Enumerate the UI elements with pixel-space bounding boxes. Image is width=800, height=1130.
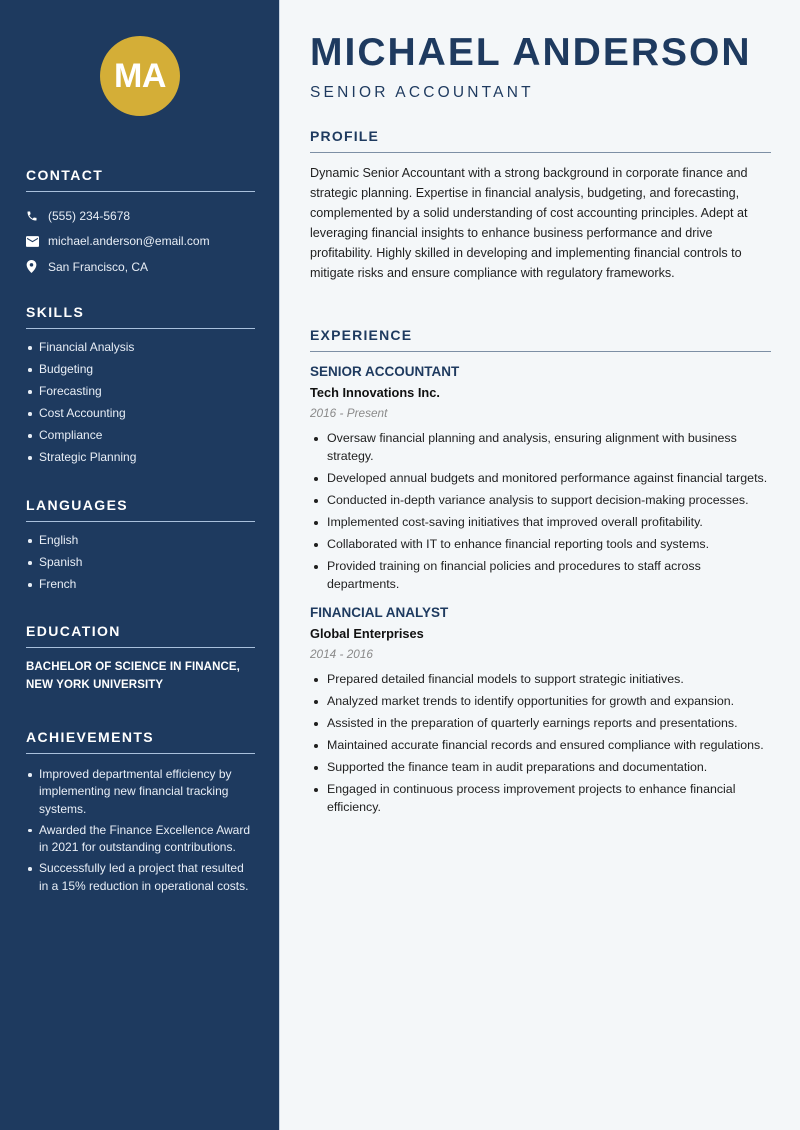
- job-bullet: Maintained accurate financial records and ensured compliance with regulations.: [310, 736, 771, 754]
- achievement-item: Successfully led a project that resulted in a 15% reduction in operational costs.: [26, 860, 255, 895]
- skill-item: Strategic Planning: [26, 450, 255, 465]
- email-icon: [26, 236, 48, 247]
- job-bullet: Analyzed market trends to identify opportunities for growth and expansion.: [310, 692, 771, 710]
- job-bullet: Prepared detailed financial models to support strategic initiatives.: [310, 670, 771, 688]
- profile-heading: PROFILE: [310, 128, 771, 153]
- location-text: San Francisco, CA: [48, 259, 149, 274]
- avatar-initials: MA: [114, 56, 166, 95]
- phone-text[interactable]: (555) 234-5678: [48, 208, 131, 223]
- language-item: French: [26, 577, 255, 592]
- job-bullet: Supported the finance team in audit preparations and documentation.: [310, 758, 771, 776]
- job-title: FINANCIAL ANALYST: [310, 605, 449, 620]
- job-entry: [310, 364, 771, 593]
- skill-item: Forecasting: [26, 384, 255, 399]
- skill-item: Financial Analysis: [26, 340, 255, 355]
- candidate-name: MICHAEL ANDERSON: [310, 31, 752, 74]
- skills-section: [26, 304, 255, 472]
- profile-section: [310, 128, 771, 284]
- languages-list: [26, 533, 255, 592]
- experience-heading: EXPERIENCE: [310, 327, 771, 352]
- job-bullet: Provided training on financial policies and procedures to staff across departments.: [310, 557, 771, 593]
- skills-list: [26, 340, 255, 465]
- job-bullet: Oversaw financial planning and analysis, ensuring alignment with business strategy.: [310, 429, 771, 465]
- job-bullet: Collaborated with IT to enhance financial reporting tools and systems.: [310, 535, 771, 553]
- skill-item: Compliance: [26, 428, 255, 443]
- languages-heading: LANGUAGES: [26, 497, 255, 522]
- contact-heading: CONTACT: [26, 167, 255, 192]
- contact-section: [26, 167, 255, 280]
- skill-item: Cost Accounting: [26, 406, 255, 421]
- achievements-section: [26, 729, 255, 899]
- job-title: SENIOR ACCOUNTANT: [310, 364, 460, 379]
- achievements-list: [26, 766, 255, 895]
- job-company: Tech Innovations Inc.: [310, 385, 440, 400]
- education-heading: EDUCATION: [26, 623, 255, 648]
- job-entry: [310, 605, 771, 816]
- languages-section: [26, 497, 255, 599]
- sidebar: [0, 0, 280, 1130]
- skill-item: Budgeting: [26, 362, 255, 377]
- skills-heading: SKILLS: [26, 304, 255, 329]
- achievements-heading: ACHIEVEMENTS: [26, 729, 255, 754]
- job-dates: 2014 - 2016: [310, 647, 373, 661]
- education-section: [26, 623, 255, 694]
- education-degree: [26, 659, 255, 694]
- job-bullets: [310, 429, 771, 593]
- job-bullet: Assisted in the preparation of quarterly earnings reports and presentations.: [310, 714, 771, 732]
- location-pin-icon: [26, 260, 48, 273]
- job-bullets: [310, 670, 771, 816]
- job-bullet: Conducted in-depth variance analysis to support decision-making processes.: [310, 491, 771, 509]
- degree-line-1: BACHELOR OF SCIENCE IN FINANCE,: [26, 661, 240, 673]
- avatar: [100, 36, 180, 116]
- candidate-title: SENIOR ACCOUNTANT: [310, 84, 534, 101]
- phone-icon: [26, 210, 48, 222]
- degree-line-2: NEW YORK UNIVERSITY: [26, 678, 164, 691]
- profile-text: Dynamic Senior Accountant with a strong background in corporate finance and strategic planning. Expertise in financial analysis, budgeting, and forecasting, complemented by a solid understanding of cost accounting principles. Adept at leveraging financial insights to enhance business performance and drive profitability. Highly skilled in developing and implementing financial controls to mitigate risks and ensure compliance with regulatory frameworks.: [310, 166, 748, 281]
- achievement-item: Improved departmental efficiency by implementing new financial tracking systems.: [26, 766, 255, 818]
- job-dates: 2016 - Present: [310, 406, 388, 420]
- experience-section: [310, 327, 771, 820]
- contact-email: [26, 229, 255, 255]
- job-bullet: Implemented cost-saving initiatives that improved overall profitability.: [310, 513, 771, 531]
- email-text[interactable]: michael.anderson@email.com: [48, 234, 210, 249]
- job-bullet: Engaged in continuous process improvement projects to enhance financial efficiency.: [310, 780, 771, 816]
- achievement-item: Awarded the Finance Excellence Award in 2021 for outstanding contributions.: [26, 822, 255, 857]
- job-bullet: Developed annual budgets and monitored performance against financial targets.: [310, 469, 771, 487]
- contact-location: [26, 254, 255, 280]
- job-company: Global Enterprises: [310, 626, 424, 641]
- contact-phone: [26, 203, 255, 229]
- contact-list: [26, 203, 255, 280]
- language-item: English: [26, 533, 255, 548]
- language-item: Spanish: [26, 555, 255, 570]
